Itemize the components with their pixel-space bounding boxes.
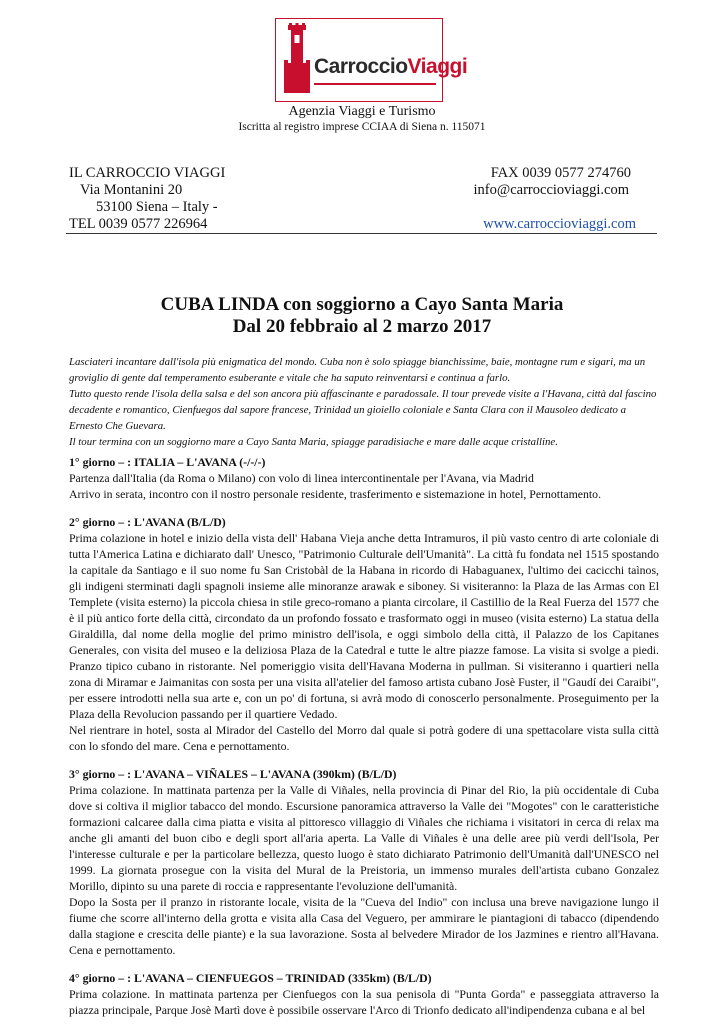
itinerary-day-3 [69, 766, 659, 958]
telephone: TEL 0039 0577 226964 [69, 216, 208, 232]
day-text: Partenza dall'Italia (da Roma o Milano) con volo di linea intercontinentale per l'Avana, via Madrid Arrivo in serata, incontro con il nostro personale residente, trasferimento e sistemazione in hotel, Pernottamento. [69, 471, 602, 501]
street-address: Via Montanini 20 [80, 182, 183, 198]
logo-underline [314, 83, 436, 85]
document-dates: Dal 20 febbraio al 2 marzo 2017 [232, 316, 492, 337]
day-heading: 2° giorno – : L'AVANA (B/L/D) [69, 515, 226, 529]
intro-line: Lasciateri incantare dall'isola più enigmatica del mondo. Cuba non è solo spiagge bianchissime, baie, montagne rum e sigari, ma un groviglio di gente dal temperamento esuberante e vitale che ha saputo reinventarsi e continua a farlo. [69, 356, 646, 384]
intro-line: Il tour termina con un soggiorno mare a Cayo Santa Maria, spiagge paradisiache e mare dalle acque cristalline. [69, 436, 558, 448]
intro-paragraph [69, 354, 659, 450]
itinerary-day-1 [69, 454, 659, 502]
company-name: IL CARROCCIO VIAGGI [69, 165, 226, 181]
city-address: 53100 Siena – Italy - [96, 199, 218, 215]
header-divider [66, 233, 657, 234]
document-title: CUBA LINDA con soggiorno a Cayo Santa Maria [160, 294, 564, 315]
itinerary [69, 454, 659, 1030]
day-text: Prima colazione. In mattinata partenza per Cienfuegos con la sua penisola di "Punta Gorda" e passeggiata attraverso la piazza principale, Parque Josè Martì dove è possibile osservare l'Arco di Trionfo dedicato all'indipendenza cubana e al bel [69, 987, 659, 1017]
email-link[interactable]: info@carroccioviaggi.com [473, 182, 629, 198]
day-text: Prima colazione. In mattinata partenza per la Valle di Viñales, nella provincia di Pinar del Rio, la più occidentale di Cuba dove si coltiva il miglior tabacco del mondo. Escursione panoramica attraverso la Valle dei "Mogotes" con le caratteristiche formazioni calcaree dalla cima piatta e visita al pittoresco villaggio di Viñales che richiama i visitatori in cerca di relax ma anche gli amanti del buon cibo e degli sport all'aria aperta. La Valle di Viñales è una delle aree più verdi dell'Isola, Per l'interesse culturale e per la particolare bellezza, questo luogo è stato dichiarato Patrimonio dell'Umanità dall'UNESCO nel 1999. La giornata prosegue con la visita del Mural de la Preistoria, un immenso murales dell'artista cubano Gonzalez Morillo, dipinto su una parete di roccia e rappresentante l'evoluzione dell'umanità. Dopo la Sosta per il pranzo in ristorante locale, visita de la "Cueva del Indio" con inclusa una breve navigazione lungo il fiume che scorre all'interno della grotta e visita alla Casa del Veguero, per ammirare le piantagioni di tabacco (dipendendo dalla stagione e crescita delle piante) e la sua lavorazione. Sosta al belvedere Mirador de los Jazmines e rientro all'Havana. Cena e pernottamento. [69, 783, 659, 957]
intro-line: Tutto questo rende l'isola della salsa e del son ancora più affascinante e paradossale. Il tour prevede visite a l'Havana, città dal fascino decadente e romantico, Cienfuegos dal sapore francese, Trinidad un gioiello coloniale e Santa Clara con il Mausoleo dedicato a Ernesto Che Guevara. [69, 388, 657, 432]
logo-wordmark: CarroccioViaggi [314, 55, 468, 78]
agency-line: Agenzia Viaggi e Turismo [288, 104, 436, 119]
company-logo [275, 18, 468, 102]
website-link[interactable]: www.carroccioviaggi.com [483, 216, 636, 232]
registry-line: Iscritta al registro imprese CCIAA di Siena n. 115071 [238, 121, 486, 133]
day-heading: 4° giorno – : L'AVANA – CIENFUEGOS – TRINIDAD (335km) (B/L/D) [69, 971, 432, 985]
day-text: Prima colazione in hotel e inizio della vista dell' Habana Vieja anche detta Intramuros, il più vasto centro di arte coloniale di tutta l'America Latina e dichiarato dall' Unesco, "Patrimonio Culturale dell'Umanità". La città fu fondata nel 1515 spostando la capitale da Santiago e il suo nome fu San Cristobàl de la Habana in ricordo di Habaguanex, l'ultimo dei cacicchi taìnos, gli indigeni sterminati dagli spagnoli insieme alle minoranze arawak e siboney. Si visiteranno: la Plaza de las Armas con El Templete (visita esterno) la piccola chiesa in stile greco-romano a pianta circolare, il Castillio de la Real Fuerza del 1577 che è il più antico forte della città, circondato da un profondo fossato e trasformato oggi in museo (visita esterno) La statua della Giraldilla, dal nome della moglie del primo ministro dell'isola, e oggi simbolo della città, il Palazzo de los Capitanes Generales, con visita del museo e la deliziosa Plaza de la Catedral e tutte le altre piazze famose. La visita si svolge a piedi. Pranzo tipico cubano in ristorante. Nel pomeriggio visita dell'Havana Moderna in pullman. Si visiteranno i quartieri nella zona di Miramar e Jaimanitas con sosta per una visita all'atelier del famoso artista cubano Josè Fuster, il "Gaudí dei Caraibi", per essere introdotti nella sua arte e, con un po' di fortuna, si avrà modo di conoscerlo personalmente. Proseguimento per la Plaza della Revolucion passando per il quartiere Vedado. Nel rientrare in hotel, sosta al Mirador del Castello del Morro dal quale si potrà godere di una spettacolare vista sulla città con lo sfondo del mare. Cena e pernottamento. [69, 531, 659, 753]
itinerary-day-4 [69, 970, 659, 1018]
itinerary-day-2 [69, 514, 659, 754]
day-heading: 3° giorno – : L'AVANA – VIÑALES – L'AVANA (390km) (B/L/D) [69, 767, 397, 781]
tower-icon [282, 23, 312, 97]
fax: FAX 0039 0577 274760 [490, 165, 631, 181]
day-heading: 1° giorno – : ITALIA – L'AVANA (-/-/-) [69, 455, 266, 469]
